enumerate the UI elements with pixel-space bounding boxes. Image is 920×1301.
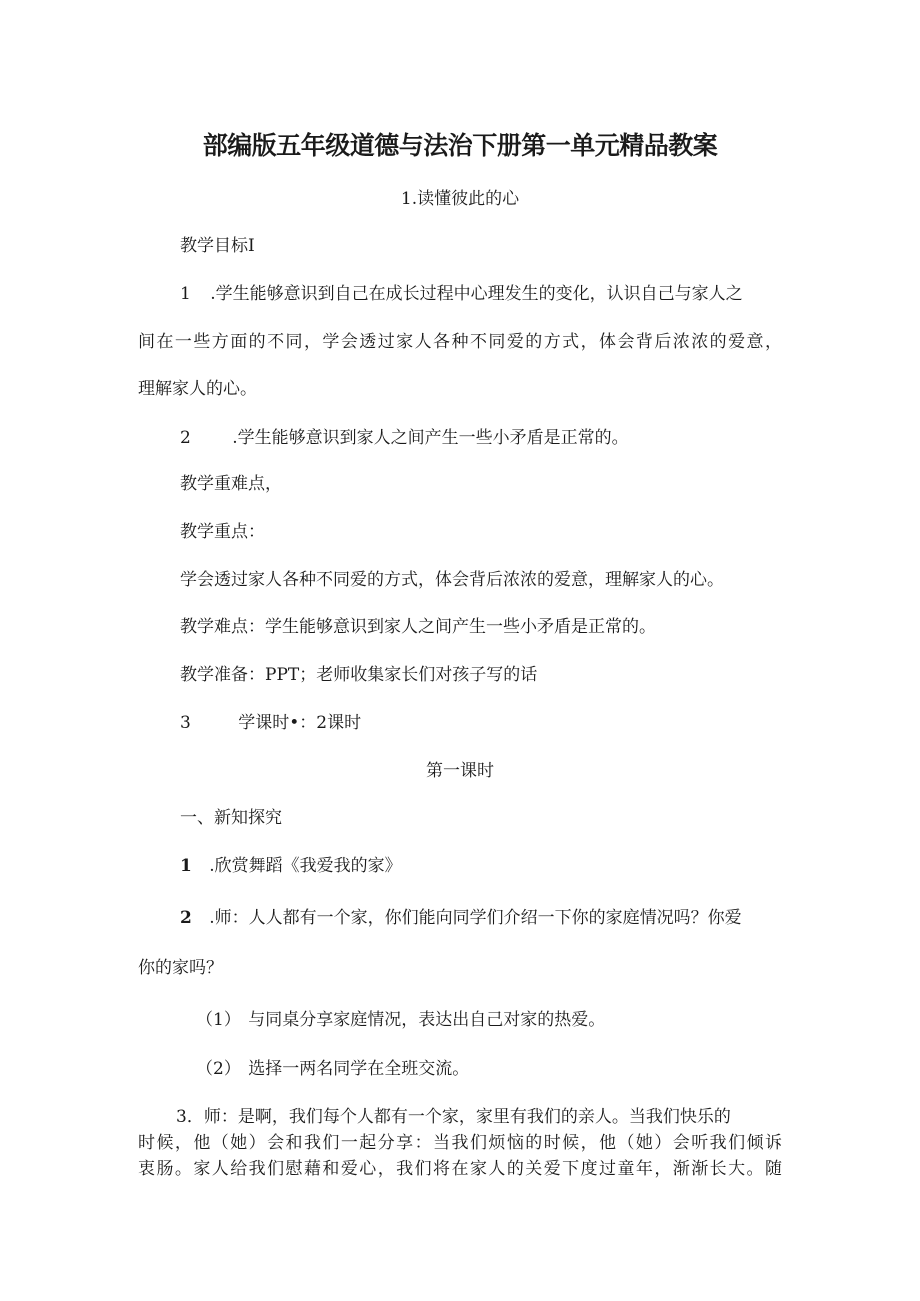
- goal-1-number: 1: [180, 284, 191, 304]
- document-title: 部编版五年级道德与法治下册第一单元精品教案: [202, 131, 718, 160]
- first-period-heading: 第一课时: [426, 761, 494, 781]
- item-3-line-3: 衷肠。家人给我们慰藉和爱心，我们将在家人的关爱下度过童年，渐渐长大。随: [138, 1159, 782, 1179]
- goals-heading: 教学目标I: [180, 236, 255, 256]
- class-hours: [180, 711, 361, 735]
- sub-item-1: [196, 1008, 605, 1032]
- goal-2-number: 2: [180, 428, 191, 448]
- class-hours-number: 3: [180, 713, 191, 733]
- item-1-number: 1: [180, 856, 192, 876]
- difficulty-text: 教学难点：学生能够意识到家人之间产生一些小矛盾是正常的。: [180, 617, 656, 637]
- focus-text: 学会透过家人各种不同爱的方式，体会背后浓浓的爱意，理解家人的心。: [180, 570, 724, 590]
- sub-item-1-number: （1）: [196, 1010, 241, 1030]
- item-1-text: .欣赏舞蹈《我爱我的家》: [209, 856, 402, 876]
- goal-1-line-3: 理解家人的心。: [138, 379, 257, 399]
- item-2-number: 2: [180, 908, 192, 928]
- sub-item-2-number: （2）: [196, 1059, 241, 1079]
- class-hours-text: 学课时•：2课时: [238, 713, 362, 733]
- section-1-heading: 一、新知探究: [180, 808, 282, 828]
- item-3-line-1: 3．师：是啊，我们每个人都有一个家，家里有我们的亲人。当我们快乐的: [176, 1107, 731, 1127]
- focus-heading: 教学重点：: [180, 522, 265, 542]
- keypoints-heading: 教学重难点，: [180, 474, 282, 494]
- lesson-title: 1.读懂彼此的心: [400, 189, 520, 209]
- item-3-line-2: 时候，他（她）会和我们一起分享：当我们烦恼的时候，他（她）会听我们倾诉: [138, 1133, 782, 1153]
- preparation-text: 教学准备：PPT；老师收集家长们对孩子写的话: [180, 665, 538, 685]
- sub-item-2-text: 选择一两名同学在全班交流。: [248, 1059, 470, 1079]
- item-1: [180, 854, 402, 878]
- goal-1-line-1: [180, 282, 743, 306]
- goal-1-line-2: 间在一些方面的不同，学会透过家人各种不同爱的方式，体会背后浓浓的爱意，: [138, 332, 782, 352]
- item-2-text: .师：人人都有一个家，你们能向同学们介绍一下你的家庭情况吗？你爱: [209, 908, 742, 928]
- goal-2: [180, 426, 629, 450]
- goal-2-text: .学生能够意识到家人之间产生一些小矛盾是正常的。: [232, 428, 629, 448]
- sub-item-1-text: 与同桌分享家庭情况，表达出自己对家的热爱。: [248, 1010, 606, 1030]
- item-2-line-2: 你的家吗？: [138, 958, 223, 978]
- item-2-line-1: [180, 906, 742, 930]
- sub-item-2: [196, 1057, 469, 1081]
- goal-1-text: .学生能够意识到自己在成长过程中心理发生的变化，认识自己与家人之: [210, 284, 743, 304]
